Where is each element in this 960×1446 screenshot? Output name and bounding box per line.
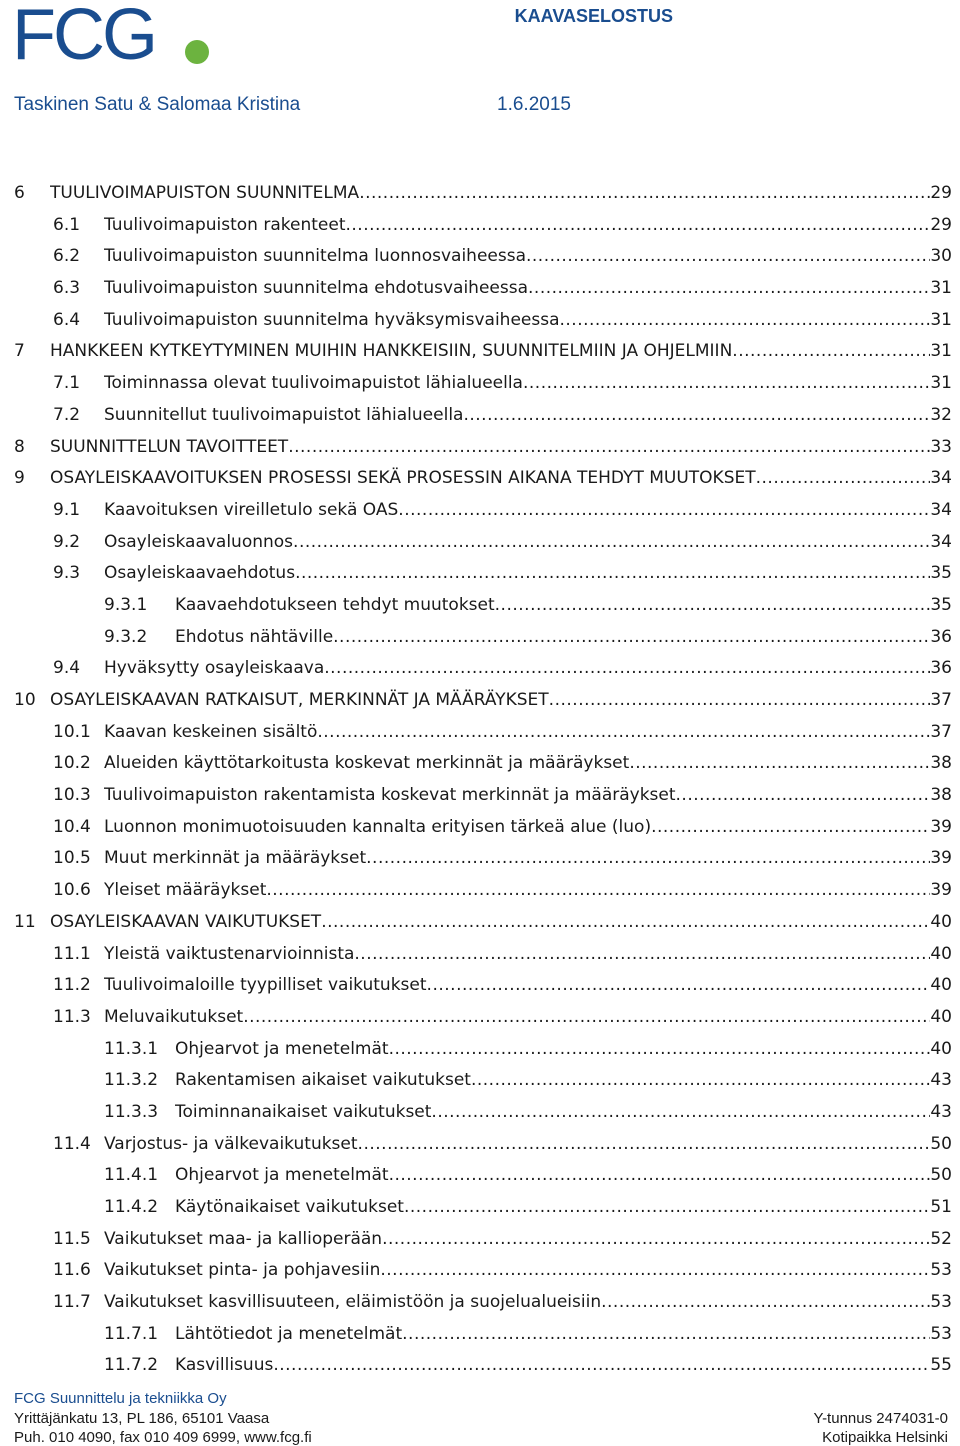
toc-entry-page: 30 [930,246,952,267]
toc-entry-page: 38 [930,753,952,774]
toc-entry-title [50,463,930,495]
toc-leader-dots [495,590,930,622]
toc-entry[interactable] [0,780,960,812]
toc-leader-dots [601,1287,930,1319]
toc-entry-number: 10 [14,690,36,710]
toc-entry-title [104,717,930,749]
toc-leader-dots [382,1224,930,1256]
toc-entry-number: 10.1 [53,721,91,742]
toc-entry-number: 11.7 [53,1292,91,1313]
toc-entry-number: 11.4.1 [104,1165,159,1186]
logo-text: FCG [12,0,155,75]
toc-entry-number: 9.1 [53,499,81,520]
toc-entry-page: 40 [930,911,952,932]
toc-entry-page: 29 [930,214,952,235]
toc-entry-title-text: OSAYLEISKAAVAN VAIKUTUKSET [50,911,322,932]
toc-entry-page: 39 [930,816,952,837]
toc-entry-number: 10.3 [53,785,91,806]
toc-entry-page: 52 [930,1228,952,1249]
toc-entry[interactable] [0,305,960,337]
toc-leader-dots [345,210,930,242]
toc-leader-dots [317,717,930,749]
toc-leader-dots [463,400,930,432]
toc-entry-title [175,622,930,654]
toc-entry[interactable] [0,843,960,875]
toc-entry-number: 7.2 [53,404,81,425]
toc-entry-page: 40 [930,943,952,964]
toc-entry-title [104,1002,930,1034]
toc-leader-dots [676,780,930,812]
toc-leader-dots [560,305,931,337]
toc-entry-page: 37 [930,721,952,742]
toc-entry-title [175,590,930,622]
toc-entry-page: 34 [930,468,952,489]
toc-entry-number: 11 [14,911,36,932]
toc-entry-page: 53 [930,1323,952,1344]
toc-entry-title [104,1287,930,1319]
toc-entry-page: 39 [930,848,952,869]
toc-entry-title-text: Tuulivoimaloille tyypilliset vaikutukset [104,975,427,996]
toc-entry-title-text: Luonnon monimuotoisuuden kannalta erityisen tärkeä alue (luo) [104,816,652,837]
toc-entry-title [50,336,930,368]
toc-entry-title [104,558,930,590]
toc-leader-dots [629,748,930,780]
toc-entry-number: 6.3 [53,278,81,299]
toc-entry-title-text: Ohjearvot ja menetelmät [175,1038,389,1059]
toc-entry-page: 40 [930,1006,952,1027]
toc-entry-number: 9 [14,468,25,489]
toc-entry-number: 11.4.2 [104,1197,159,1217]
toc-entry-title-text: Suunnitellut tuulivoimapuistot lähialueella [104,404,464,425]
toc-entry-page: 53 [930,1260,952,1281]
toc-entry[interactable] [0,241,960,273]
toc-entry-page: 31 [930,309,952,330]
toc-entry-title-text: Yleiset määräykset [104,880,267,901]
toc-leader-dots [324,653,930,685]
toc-entry-title-text: Vaikutukset maa- ja kallioperään [104,1228,383,1249]
toc-entry-page: 31 [930,278,952,299]
toc-entry-number: 11.3 [53,1006,91,1027]
toc-entry[interactable] [0,1002,960,1034]
toc-entry-title [175,1034,930,1066]
toc-leader-dots [266,875,930,907]
toc-entry-page: 53 [930,1292,952,1313]
toc-entry[interactable] [0,1350,960,1382]
toc-entry[interactable] [0,210,960,242]
toc-leader-dots [651,812,930,844]
toc-entry[interactable] [0,1192,960,1224]
toc-entry-page: 33 [930,436,952,457]
toc-leader-dots [380,1255,930,1287]
toc-leader-dots [389,1034,930,1066]
toc-entry-number: 6.1 [53,214,81,235]
toc-entry-number: 11.7.2 [104,1355,159,1376]
toc-entry[interactable] [0,463,960,495]
toc-entry-title [175,1065,930,1097]
toc-leader-dots [549,685,930,717]
toc-entry-title [50,178,930,210]
toc-entry-title-text: Ohjearvot ja menetelmät [175,1165,389,1186]
toc-leader-dots [293,527,930,559]
toc-leader-dots [404,1192,930,1224]
footer-domicile: Kotipaikka Helsinki [822,1429,948,1446]
toc-entry[interactable] [0,748,960,780]
toc-entry[interactable] [0,590,960,622]
toc-entry-title [175,1097,930,1129]
toc-entry-page: 50 [930,1165,952,1186]
toc-entry[interactable] [0,432,960,464]
toc-entry-title-text: HANKKEEN KYTKEYTYMINEN MUIHIN HANKKEISIIN, SUUNNITELMIIN JA OHJELMIIN [50,341,733,362]
toc-entry-page: 37 [930,690,952,710]
fcg-logo [12,0,202,75]
toc-entry-number: 11.4 [53,1133,91,1154]
footer-business-id: Y-tunnus 2474031-0 [813,1410,948,1427]
toc-entry-title [50,432,930,464]
toc-entry-number: 11.2 [53,975,91,996]
toc-leader-dots [354,939,930,971]
logo-green-dot [185,40,209,64]
toc-entry[interactable] [0,400,960,432]
toc-entry-title [104,241,930,273]
toc-entry[interactable] [0,178,960,210]
toc-entry[interactable] [0,1160,960,1192]
footer-company: FCG Suunnittelu ja tekniikka Oy [14,1390,227,1407]
toc-leader-dots [431,1097,930,1129]
table-of-contents [0,178,960,1382]
toc-leader-dots [402,1319,930,1351]
toc-entry-title [104,780,930,812]
toc-entry-page: 35 [930,594,952,615]
toc-entry-page: 29 [930,183,952,203]
toc-leader-dots [471,1065,930,1097]
toc-leader-dots [366,843,930,875]
toc-entry-title-text: Tuulivoimapuiston suunnitelma hyväksymisvaiheessa [104,309,560,330]
toc-entry[interactable] [0,653,960,685]
toc-entry[interactable] [0,273,960,305]
toc-entry-title-text: Tuulivoimapuiston suunnitelma luonnosvaiheessa [104,246,526,267]
toc-entry-page: 34 [930,531,952,552]
toc-entry-title-text: Lähtötiedot ja menetelmät [175,1323,403,1344]
toc-entry-title-text: Osayleiskaavaehdotus [104,563,296,584]
toc-entry[interactable] [0,336,960,368]
toc-entry-title-text: Tuulivoimapuiston rakentamista koskevat merkinnät ja määräykset [104,785,676,806]
toc-entry-page: 55 [930,1355,952,1376]
toc-leader-dots [333,622,930,654]
toc-entry-number: 11.6 [53,1260,91,1281]
toc-entry-title [50,685,930,717]
toc-entry[interactable] [0,1224,960,1256]
toc-entry-page: 31 [930,341,952,362]
toc-entry-page: 34 [930,499,952,520]
footer-phone: Puh. 010 4090, fax 010 409 6999, www.fcg.fi [14,1429,312,1446]
toc-entry-number: 10.2 [53,753,91,774]
toc-entry-title-text: Tuulivoimapuiston suunnitelma ehdotusvaiheessa [104,278,529,299]
toc-entry[interactable] [0,495,960,527]
toc-entry-number: 9.2 [53,531,81,552]
toc-entry-title [104,1224,930,1256]
toc-entry-title-text: Tuulivoimapuiston rakenteet [104,214,346,235]
toc-entry-page: 38 [930,785,952,806]
toc-leader-dots [321,907,930,939]
toc-entry-title-text: TUULIVOIMAPUISTON SUUNNITELMA [50,183,360,203]
toc-leader-dots [359,178,930,210]
toc-entry-title-text: Yleistä vaiktustenarvioinnista [104,943,355,964]
toc-entry-page: 39 [930,880,952,901]
toc-entry-page: 31 [930,373,952,394]
toc-entry-number: 9.3 [53,563,81,584]
toc-entry-number: 10.6 [53,880,91,901]
toc-entry-title [104,495,930,527]
toc-entry-title [175,1350,930,1382]
document-date: 1.6.2015 [497,94,571,115]
toc-entry-page: 35 [930,563,952,584]
toc-entry-title-text: Alueiden käyttötarkoitusta koskevat merkinnät ja määräykset [104,753,630,774]
toc-entry-page: 40 [930,975,952,996]
toc-entry-number: 9.3.2 [104,626,148,647]
toc-entry-title-text: Kaavan keskeinen sisältö [104,721,318,742]
toc-entry-title-text: Kaavoituksen vireilletulo sekä OAS [104,499,399,520]
toc-leader-dots [732,336,930,368]
toc-entry-number: 10.4 [53,816,91,837]
toc-entry-title [104,273,930,305]
toc-leader-dots [389,1160,930,1192]
toc-entry-page: 43 [930,1070,952,1091]
toc-leader-dots [526,241,930,273]
toc-entry-page: 51 [930,1197,952,1217]
toc-entry-number: 6.2 [53,246,81,267]
toc-entry-title [104,368,930,400]
toc-entry-number: 8 [14,436,25,457]
toc-entry-title-text: Käytönaikaiset vaikutukset [175,1197,404,1217]
toc-entry-title-text: Varjostus- ja välkevaikutukset [104,1133,358,1154]
toc-entry-title-text: Meluvaikutukset [104,1006,244,1027]
toc-entry[interactable] [0,812,960,844]
toc-entry-number: 11.1 [53,943,91,964]
toc-leader-dots [358,1129,930,1161]
toc-entry-number: 11.5 [53,1228,91,1249]
toc-entry-number: 11.3.1 [104,1038,159,1059]
toc-entry-number: 10.5 [53,848,91,869]
toc-leader-dots [756,463,930,495]
toc-entry-title-text: OSAYLEISKAAVAN RATKAISUT, MERKINNÄT JA MÄÄRÄYKSET [50,690,549,710]
toc-entry-title [104,843,930,875]
toc-entry[interactable] [0,1287,960,1319]
toc-entry-page: 36 [930,626,952,647]
toc-entry-title-text: Vaikutukset kasvillisuuteen, eläimistöön ja suojelualueisiin [104,1292,602,1313]
toc-entry[interactable] [0,970,960,1002]
document-type: KAAVASELOSTUS [514,6,673,26]
toc-entry[interactable] [0,622,960,654]
toc-leader-dots [295,558,930,590]
toc-entry-number: 11.7.1 [104,1323,159,1344]
toc-entry[interactable] [0,1129,960,1161]
toc-entry[interactable] [0,1034,960,1066]
toc-entry-number: 9.3.1 [104,594,148,615]
toc-entry-number: 9.4 [53,658,81,679]
toc-entry-number: 6 [14,183,25,203]
toc-entry-title-text: Kasvillisuus [175,1355,274,1376]
toc-entry[interactable] [0,717,960,749]
toc-entry[interactable] [0,1319,960,1351]
toc-leader-dots [243,1002,930,1034]
footer-address: Yrittäjänkatu 13, PL 186, 65101 Vaasa [14,1410,270,1427]
toc-entry-title-text: Toiminnassa olevat tuulivoimapuistot lähialueella [104,373,523,394]
toc-entry[interactable] [0,368,960,400]
toc-entry-title [50,907,930,939]
toc-entry-page: 36 [930,658,952,679]
toc-entry[interactable] [0,939,960,971]
toc-entry[interactable] [0,1065,960,1097]
toc-entry-title-text: Hyväksytty osayleiskaava [104,658,325,679]
toc-entry-title [175,1160,930,1192]
toc-entry-title [104,1129,930,1161]
toc-entry[interactable] [0,527,960,559]
toc-entry-title-text: OSAYLEISKAAVOITUKSEN PROSESSI SEKÄ PROSESSIN AIKANA TEHDYT MUUTOKSET [50,468,756,489]
toc-entry-title-text: Osayleiskaavaluonnos [104,531,294,552]
toc-entry-title-text: Rakentamisen aikaiset vaikutukset [175,1070,471,1091]
toc-leader-dots [427,970,930,1002]
toc-entry-title-text: Muut merkinnät ja määräykset [104,848,367,869]
toc-entry-title-text: Toiminnanaikaiset vaikutukset [175,1101,432,1122]
toc-entry-title [104,812,930,844]
toc-entry-title [104,653,930,685]
toc-entry-page: 40 [930,1038,952,1059]
toc-entry-title [175,1319,930,1351]
toc-entry-page: 32 [930,404,952,425]
toc-entry-number: 6.4 [53,309,81,330]
toc-entry[interactable] [0,875,960,907]
toc-entry-number: 7 [14,341,25,362]
toc-leader-dots [398,495,930,527]
toc-entry-number: 7.1 [53,373,81,394]
toc-entry-title [104,305,930,337]
toc-entry[interactable] [0,685,960,717]
toc-entry-title [104,1255,930,1287]
toc-entry-title [104,939,930,971]
toc-entry-title-text: Vaikutukset pinta- ja pohjavesiin [104,1260,381,1281]
toc-entry-title [104,970,930,1002]
toc-entry-title-text: Kaavaehdotukseen tehdyt muutokset [175,594,495,615]
toc-entry-title [104,400,930,432]
toc-entry-title [104,875,930,907]
toc-entry-title [104,210,930,242]
toc-entry-page: 50 [930,1133,952,1154]
toc-entry-title [175,1192,930,1224]
toc-entry-title [104,748,930,780]
toc-entry-title [104,527,930,559]
toc-entry[interactable] [0,907,960,939]
toc-entry[interactable] [0,1255,960,1287]
authors: Taskinen Satu & Salomaa Kristina [14,94,301,115]
toc-entry-page: 43 [930,1101,952,1122]
toc-entry-number: 11.3.3 [104,1101,159,1122]
toc-entry[interactable] [0,1097,960,1129]
toc-entry-title-text: SUUNNITTELUN TAVOITTEET [50,436,289,457]
toc-leader-dots [288,432,930,464]
toc-entry-title-text: Ehdotus nähtäville [175,626,334,647]
toc-entry-number: 11.3.2 [104,1070,159,1091]
toc-leader-dots [523,368,930,400]
toc-entry[interactable] [0,558,960,590]
toc-leader-dots [273,1350,930,1382]
toc-leader-dots [528,273,930,305]
